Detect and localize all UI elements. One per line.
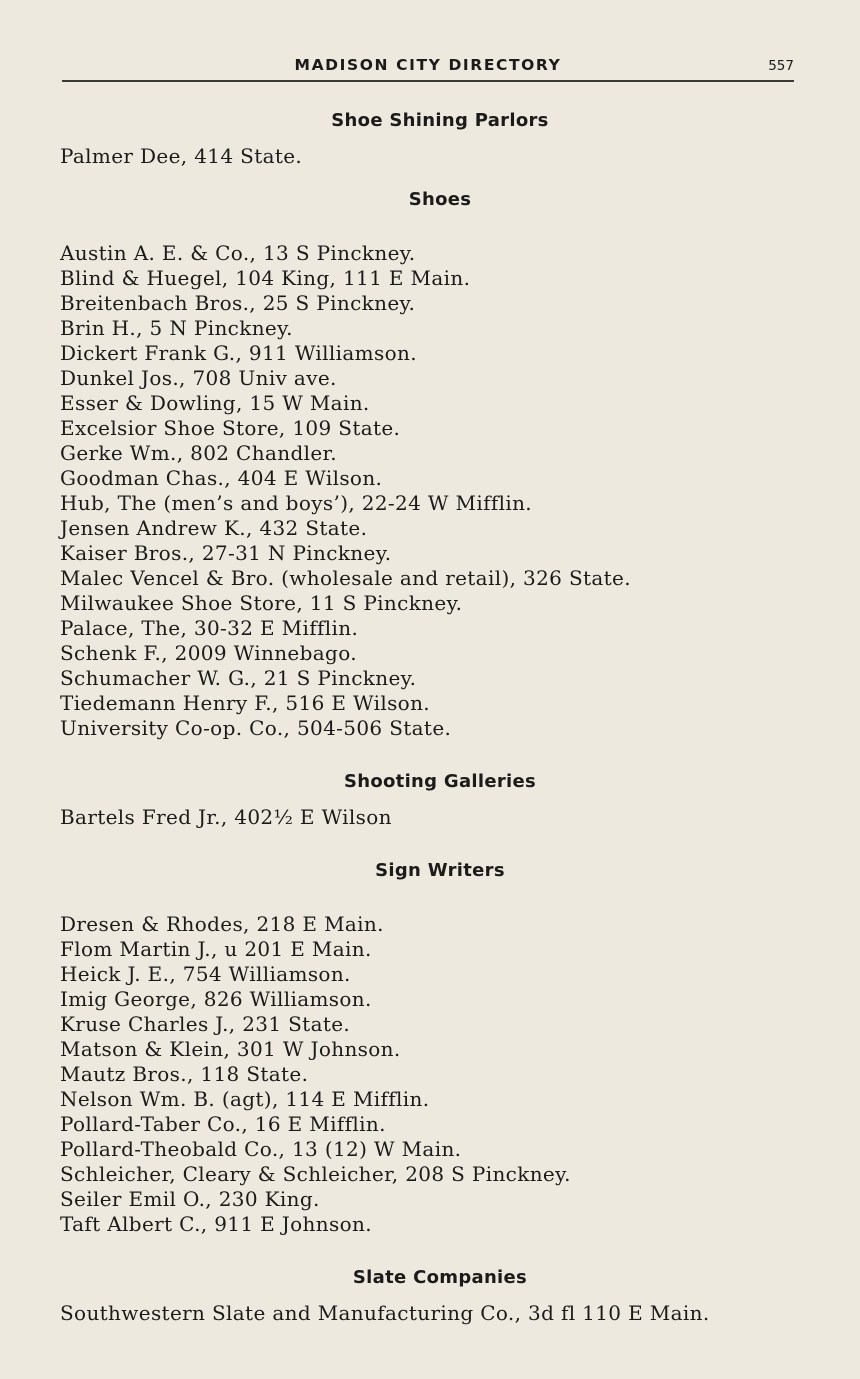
directory-entry: Austin A. E. & Co., 13 S Pinckney. — [60, 241, 416, 265]
directory-entry: Taft Albert C., 911 E Johnson. — [60, 1212, 372, 1236]
entry-list — [60, 805, 820, 830]
directory-entry: Breitenbach Bros., 25 S Pinckney. — [60, 291, 416, 315]
directory-entry: Kaiser Bros., 27-31 N Pinckney. — [60, 541, 392, 565]
directory-entry: Palace, The, 30-32 E Mifflin. — [60, 616, 359, 640]
directory-entry: Excelsior Shoe Store, 109 State. — [60, 416, 401, 440]
directory-entry: Jensen Andrew K., 432 State. — [60, 516, 368, 540]
directory-entry: Brin H., 5 N Pinckney. — [60, 316, 293, 340]
directory-entry: Heick J. E., 754 Williamson. — [60, 962, 351, 986]
directory-entry: Milwaukee Shoe Store, 11 S Pinckney. — [60, 591, 463, 615]
section-shooting-galleries — [60, 761, 820, 830]
directory-entry: Goodman Chas., 404 E Wilson. — [60, 466, 383, 490]
entry-list — [60, 144, 820, 169]
directory-entry: Hub, The (men’s and boys’), 22-24 W Mifflin. — [60, 491, 533, 515]
directory-entry: Malec Vencel & Bro. (wholesale and retail), 326 State. — [60, 566, 631, 590]
entry-list — [60, 1301, 820, 1326]
directory-entry: Bartels Fred Jr., 402½ E Wilson — [60, 805, 392, 829]
directory-entry: Palmer Dee, 414 State. — [60, 144, 303, 168]
section-shoes — [60, 179, 820, 741]
section-heading: Slate Companies — [352, 1267, 528, 1288]
directory-entry: Flom Martin J., u 201 E Main. — [60, 937, 372, 961]
directory-entry: Pollard-Theobald Co., 13 (12) W Main. — [60, 1137, 462, 1161]
page-number: 557 — [768, 58, 794, 74]
section-heading: Shoes — [408, 189, 472, 210]
directory-entry: Schleicher, Cleary & Schleicher, 208 S Pinckney. — [60, 1162, 571, 1186]
directory-content — [60, 100, 820, 1326]
directory-entry: Dunkel Jos., 708 Univ ave. — [60, 366, 337, 390]
directory-entry: Blind & Huegel, 104 King, 111 E Main. — [60, 266, 471, 290]
directory-entry: University Co-op. Co., 504-506 State. — [60, 716, 452, 740]
section-sign-writers — [60, 850, 820, 1237]
entry-list — [60, 241, 820, 741]
directory-entry: Seiler Emil O., 230 King. — [60, 1187, 320, 1211]
directory-entry: Southwestern Slate and Manufacturing Co., 3d fl 110 E Main. — [60, 1301, 710, 1325]
directory-entry: Schenk F., 2009 Winnebago. — [60, 641, 357, 665]
directory-entry: Schumacher W. G., 21 S Pinckney. — [60, 666, 417, 690]
running-header — [62, 54, 794, 82]
section-heading: Shoe Shining Parlors — [331, 110, 549, 131]
directory-entry: Matson & Klein, 301 W Johnson. — [60, 1037, 401, 1061]
section-heading: Sign Writers — [375, 860, 505, 881]
directory-entry: Dickert Frank G., 911 Williamson. — [60, 341, 417, 365]
directory-entry: Gerke Wm., 802 Chandler. — [60, 441, 337, 465]
entry-list — [60, 912, 820, 1237]
directory-entry: Nelson Wm. B. (agt), 114 E Mifflin. — [60, 1087, 430, 1111]
directory-entry: Pollard-Taber Co., 16 E Mifflin. — [60, 1112, 386, 1136]
directory-entry: Tiedemann Henry F., 516 E Wilson. — [60, 691, 431, 715]
directory-entry: Mautz Bros., 118 State. — [60, 1062, 309, 1086]
page-title: MADISON CITY DIRECTORY — [294, 56, 562, 74]
section-heading: Shooting Galleries — [343, 771, 537, 792]
section-slate-companies — [60, 1257, 820, 1326]
directory-entry: Imig George, 826 Williamson. — [60, 987, 372, 1011]
directory-entry: Esser & Dowling, 15 W Main. — [60, 391, 370, 415]
section-shoe-shining-parlors — [60, 100, 820, 169]
directory-entry: Kruse Charles J., 231 State. — [60, 1012, 351, 1036]
directory-entry: Dresen & Rhodes, 218 E Main. — [60, 912, 384, 936]
